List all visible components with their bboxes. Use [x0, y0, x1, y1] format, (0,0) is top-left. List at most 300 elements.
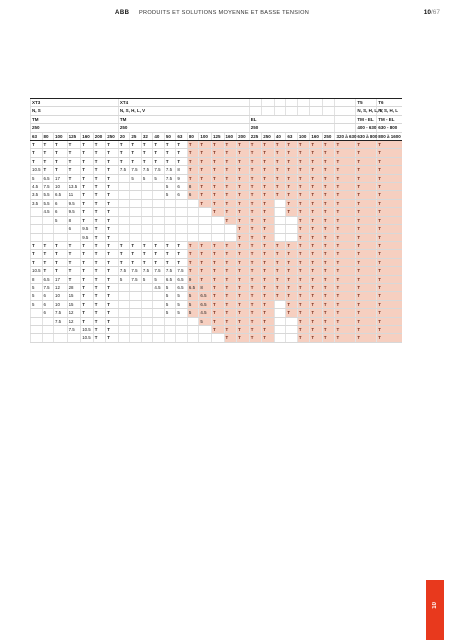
table-cell: T: [211, 325, 224, 333]
table-cell: 6.5: [199, 292, 212, 300]
table-cell: T: [377, 208, 402, 216]
header-cell: 250: [31, 124, 119, 132]
table-cell: T: [297, 267, 310, 275]
table-cell: T: [297, 199, 310, 207]
table-cell: T: [106, 183, 119, 191]
table-cell: [286, 334, 298, 342]
table-cell: T: [153, 149, 165, 157]
header-cell: 100: [199, 132, 212, 140]
table-cell: [153, 183, 165, 191]
table-cell: T: [106, 233, 119, 241]
table-cell: [187, 317, 199, 325]
table-cell: [176, 199, 188, 207]
table-cell: 6.5: [164, 275, 176, 283]
table-cell: T: [297, 149, 310, 157]
table-cell: T: [93, 300, 106, 308]
table-cell: T: [199, 267, 212, 275]
table-cell: [67, 334, 81, 342]
table-cell: [42, 334, 54, 342]
table-row: [31, 300, 403, 308]
table-cell: T: [274, 241, 286, 249]
table-cell: 7.5: [176, 267, 188, 275]
table-cell: T: [249, 166, 262, 174]
table-cell: T: [335, 283, 356, 291]
table-cell: [274, 317, 286, 325]
table-cell: T: [153, 241, 165, 249]
table-cell: [274, 325, 286, 333]
table-cell: [286, 216, 298, 224]
table-cell: [141, 208, 153, 216]
header-cell: [262, 107, 275, 115]
table-cell: 10: [54, 183, 68, 191]
header-cell: 800 à 1600: [378, 133, 401, 139]
table-cell: T: [322, 292, 335, 300]
table-cell: T: [297, 225, 310, 233]
table-cell: T: [297, 191, 310, 199]
table-cell: 5: [187, 309, 199, 317]
table-cell: T: [335, 191, 356, 199]
table-cell: [54, 325, 68, 333]
table-cell: T: [164, 157, 176, 165]
table-cell: T: [164, 149, 176, 157]
table-cell: T: [164, 258, 176, 266]
header-cell: N, S, H, L: [377, 107, 402, 115]
table-cell: [118, 300, 130, 308]
table-cell: T: [42, 157, 54, 165]
table-cell: T: [81, 292, 94, 300]
header-cell: 40: [153, 132, 165, 140]
table-cell: T: [356, 309, 377, 317]
header-cell: 160: [81, 132, 94, 140]
header-cell: T5: [356, 99, 377, 107]
table-cell: T: [224, 334, 237, 342]
table-cell: T: [335, 208, 356, 216]
table-cell: 7.5: [130, 267, 142, 275]
table-cell: [118, 309, 130, 317]
table-cell: T: [224, 149, 237, 157]
table-cell: T: [249, 309, 262, 317]
section-tab-number: 10: [432, 602, 438, 609]
table-cell: T: [199, 149, 212, 157]
table-cell: T: [249, 157, 262, 165]
table-cell: T: [54, 157, 68, 165]
table-cell: T: [93, 174, 106, 182]
table-cell: [224, 233, 237, 241]
table-cell: T: [93, 149, 106, 157]
header-cell: 400 - 630: [357, 125, 377, 131]
header-cell: 32: [141, 132, 153, 140]
table-cell: T: [377, 241, 402, 249]
table-cell: T: [237, 199, 250, 207]
table-cell: 6: [176, 183, 188, 191]
table-cell: T: [93, 191, 106, 199]
table-cell: [118, 233, 130, 241]
table-cell: T: [67, 267, 81, 275]
table-cell: T: [237, 149, 250, 157]
table-cell: [141, 233, 153, 241]
table-cell: T: [297, 233, 310, 241]
table-cell: T: [211, 174, 224, 182]
table-cell: T: [31, 141, 43, 149]
table-cell: T: [377, 309, 402, 317]
table-cell: 6: [42, 300, 54, 308]
table-row: [31, 191, 403, 199]
table-cell: 9: [176, 174, 188, 182]
table-cell: T: [211, 157, 224, 165]
table-cell: T: [335, 267, 356, 275]
table-cell: T: [93, 250, 106, 258]
table-cell: T: [356, 258, 377, 266]
table-cell: T: [211, 208, 224, 216]
brand-logo: ABB: [115, 10, 130, 16]
table-cell: T: [377, 166, 402, 174]
table-cell: T: [310, 225, 323, 233]
table-cell: [187, 233, 199, 241]
table-cell: T: [274, 292, 286, 300]
table-cell: T: [356, 225, 377, 233]
header-cell: [286, 99, 298, 107]
table-cell: 13.5: [67, 183, 81, 191]
table-cell: [164, 325, 176, 333]
table-cell: T: [106, 157, 119, 165]
table-cell: T: [106, 174, 119, 182]
table-cell: T: [106, 225, 119, 233]
header-cell: 630 - 800: [377, 124, 402, 132]
table-cell: [130, 292, 142, 300]
table-cell: T: [81, 317, 94, 325]
table-cell: [211, 216, 224, 224]
table-cell: T: [199, 191, 212, 199]
table-cell: T: [164, 141, 176, 149]
header-cell: [322, 107, 335, 115]
table-cell: T: [176, 241, 188, 249]
table-cell: T: [42, 166, 54, 174]
table-cell: [286, 225, 298, 233]
table-cell: 9.5: [81, 233, 94, 241]
header-cell: TM - EL: [377, 115, 402, 123]
table-cell: T: [262, 309, 275, 317]
header-cell: T6: [377, 99, 402, 107]
table-cell: T: [322, 183, 335, 191]
table-cell: T: [356, 191, 377, 199]
table-cell: T: [310, 292, 323, 300]
table-cell: T: [153, 258, 165, 266]
table-cell: T: [211, 267, 224, 275]
table-cell: 5.5: [42, 191, 54, 199]
table-cell: T: [310, 183, 323, 191]
table-cell: T: [81, 309, 94, 317]
header-cell: 63: [31, 132, 43, 140]
table-cell: [42, 216, 54, 224]
table-cell: T: [211, 275, 224, 283]
table-cell: T: [81, 283, 94, 291]
table-cell: 9.5: [67, 199, 81, 207]
table-cell: [153, 309, 165, 317]
table-cell: [130, 191, 142, 199]
table-cell: T: [93, 241, 106, 249]
table-cell: T: [286, 157, 298, 165]
table-cell: T: [377, 275, 402, 283]
table-cell: 10.5: [32, 268, 41, 274]
table-cell: 12: [54, 283, 68, 291]
header-cell: [286, 107, 298, 115]
table-cell: T: [322, 199, 335, 207]
table-cell: T: [286, 300, 298, 308]
table-cell: [176, 233, 188, 241]
header-cell: EL: [249, 115, 335, 123]
table-cell: T: [141, 258, 153, 266]
table-cell: 7.5: [130, 166, 142, 174]
table-cell: T: [199, 250, 212, 258]
table-cell: [153, 208, 165, 216]
table-cell: 6: [67, 225, 81, 233]
table-cell: T: [310, 166, 323, 174]
table-cell: T: [377, 174, 402, 182]
table-cell: T: [297, 283, 310, 291]
table-cell: 5: [164, 292, 176, 300]
table-cell: T: [187, 250, 199, 258]
table-cell: T: [286, 174, 298, 182]
table-cell: T: [81, 166, 94, 174]
table-cell: [199, 334, 212, 342]
table-cell: T: [356, 208, 377, 216]
table-cell: 5: [153, 174, 165, 182]
table-cell: T: [286, 208, 298, 216]
table-cell: T: [310, 199, 323, 207]
table-cell: T: [322, 208, 335, 216]
table-cell: T: [211, 149, 224, 157]
table-cell: T: [356, 216, 377, 224]
table-cell: [141, 191, 153, 199]
table-row: [31, 258, 403, 266]
table-cell: 3.5: [31, 199, 43, 207]
table-cell: [130, 216, 142, 224]
table-cell: T: [93, 267, 106, 275]
table-cell: T: [106, 199, 119, 207]
table-cell: T: [199, 141, 212, 149]
table-cell: T: [224, 208, 237, 216]
table-cell: T: [310, 208, 323, 216]
header-cell: 320 à 630: [336, 133, 357, 139]
header-cell: [297, 107, 310, 115]
table-cell: T: [297, 216, 310, 224]
table-cell: [141, 292, 153, 300]
table-cell: T: [310, 157, 323, 165]
header-cell: 160: [224, 132, 237, 140]
table-cell: T: [130, 141, 142, 149]
table-cell: [130, 183, 142, 191]
table-cell: T: [81, 191, 94, 199]
table-cell: T: [322, 267, 335, 275]
header-cell: 125: [67, 132, 81, 140]
table-cell: T: [262, 149, 275, 157]
table-cell: T: [93, 275, 106, 283]
table-cell: T: [249, 191, 262, 199]
table-cell: [153, 317, 165, 325]
table-row: [31, 183, 403, 191]
table-cell: T: [297, 300, 310, 308]
header-cell: 80: [42, 132, 54, 140]
table-cell: 10.5: [81, 334, 94, 342]
table-cell: T: [31, 258, 43, 266]
table-cell: T: [286, 149, 298, 157]
table-cell: T: [322, 258, 335, 266]
table-cell: T: [93, 183, 106, 191]
table-cell: [274, 225, 286, 233]
table-cell: T: [297, 292, 310, 300]
table-cell: 6: [42, 292, 54, 300]
table-cell: T: [249, 283, 262, 291]
table-cell: T: [211, 309, 224, 317]
table-cell: T: [262, 241, 275, 249]
table-row: [31, 157, 403, 165]
table-cell: T: [249, 225, 262, 233]
table-cell: T: [249, 334, 262, 342]
table-cell: 7.5: [118, 166, 130, 174]
table-cell: T: [356, 283, 377, 291]
table-cell: [199, 325, 212, 333]
table-cell: T: [211, 300, 224, 308]
header-cell: [310, 99, 323, 107]
table-cell: T: [224, 174, 237, 182]
table-cell: T: [377, 258, 402, 266]
table-cell: T: [335, 157, 356, 165]
table-cell: 6.5: [187, 283, 199, 291]
table-cell: T: [274, 183, 286, 191]
table-cell: T: [249, 199, 262, 207]
table-cell: T: [224, 258, 237, 266]
table-cell: T: [310, 233, 323, 241]
table-cell: T: [274, 258, 286, 266]
table-cell: T: [237, 317, 250, 325]
table-cell: T: [377, 141, 402, 149]
table-cell: [118, 216, 130, 224]
table-cell: T: [81, 149, 94, 157]
table-cell: T: [93, 208, 106, 216]
table-cell: T: [164, 250, 176, 258]
table-cell: [274, 216, 286, 224]
table-cell: T: [249, 174, 262, 182]
table-cell: T: [377, 191, 402, 199]
table-cell: T: [106, 283, 119, 291]
table-cell: [187, 334, 199, 342]
header-cell: [335, 99, 356, 107]
table-cell: [199, 233, 212, 241]
table-cell: T: [356, 334, 377, 342]
table-cell: T: [211, 199, 224, 207]
table-cell: T: [356, 233, 377, 241]
table-cell: [153, 191, 165, 199]
table-cell: T: [237, 275, 250, 283]
table-cell: T: [322, 300, 335, 308]
table-cell: T: [262, 292, 275, 300]
table-cell: T: [322, 166, 335, 174]
table-cell: T: [262, 208, 275, 216]
table-cell: [130, 283, 142, 291]
table-cell: [153, 325, 165, 333]
table-cell: [224, 225, 237, 233]
table-cell: T: [310, 241, 323, 249]
table-cell: T: [237, 141, 250, 149]
table-cell: T: [310, 317, 323, 325]
table-cell: T: [377, 157, 402, 165]
table-cell: T: [67, 250, 81, 258]
table-cell: 5.5: [42, 199, 54, 207]
table-cell: [118, 325, 130, 333]
table-cell: T: [93, 225, 106, 233]
table-cell: T: [237, 267, 250, 275]
table-cell: 5: [164, 300, 176, 308]
table-cell: T: [81, 241, 94, 249]
table-cell: T: [249, 233, 262, 241]
table-cell: [199, 225, 212, 233]
table-cell: [164, 216, 176, 224]
table-cell: T: [377, 199, 402, 207]
table-cell: T: [31, 250, 43, 258]
table-cell: 5: [118, 275, 130, 283]
table-cell: T: [118, 250, 130, 258]
table-cell: T: [93, 233, 106, 241]
header-cell: 20: [118, 132, 130, 140]
table-cell: [54, 233, 68, 241]
table-cell: T: [106, 317, 119, 325]
table-cell: T: [297, 317, 310, 325]
table-cell: 8: [187, 183, 199, 191]
table-row: [31, 166, 403, 174]
table-cell: [67, 233, 81, 241]
table-cell: [153, 334, 165, 342]
table-cell: T: [297, 157, 310, 165]
table-cell: 8: [67, 216, 81, 224]
table-cell: T: [54, 241, 68, 249]
table-cell: T: [335, 183, 356, 191]
table-cell: T: [377, 225, 402, 233]
table-cell: T: [118, 141, 130, 149]
table-cell: T: [224, 157, 237, 165]
table-cell: T: [224, 317, 237, 325]
table-cell: 7.5: [141, 166, 153, 174]
table-cell: T: [310, 149, 323, 157]
table-cell: [130, 225, 142, 233]
header-cell: N, S, H, L, V: [357, 108, 383, 114]
table-cell: T: [106, 300, 119, 308]
table-cell: T: [249, 292, 262, 300]
table-row: [31, 149, 403, 157]
table-cell: T: [187, 149, 199, 157]
table-cell: 7.5: [164, 174, 176, 182]
table-cell: 28: [67, 283, 81, 291]
table-cell: T: [224, 191, 237, 199]
table-cell: T: [262, 300, 275, 308]
table-cell: [130, 208, 142, 216]
table-cell: T: [249, 183, 262, 191]
table-cell: T: [199, 183, 212, 191]
header-cell: [322, 99, 335, 107]
table-cell: T: [224, 216, 237, 224]
header-cell: 250: [322, 132, 335, 140]
table-cell: T: [335, 233, 356, 241]
table-cell: 6.5: [176, 275, 188, 283]
table-cell: [118, 292, 130, 300]
table-cell: T: [118, 157, 130, 165]
table-cell: 10: [54, 292, 68, 300]
table-cell: [118, 199, 130, 207]
table-cell: T: [286, 267, 298, 275]
table-cell: T: [224, 325, 237, 333]
table-cell: T: [130, 258, 142, 266]
table-cell: T: [335, 292, 356, 300]
table-cell: T: [322, 241, 335, 249]
